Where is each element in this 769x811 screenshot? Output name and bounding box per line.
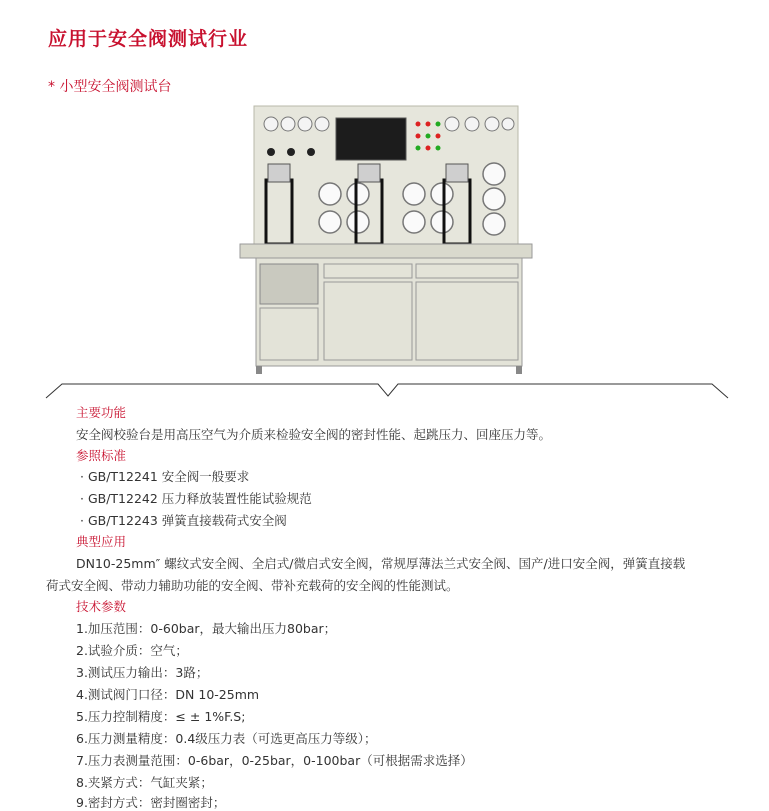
applications-heading: 典型应用 (76, 534, 127, 549)
parameter-item: 4.测试阀门口径：DN 10-25mm (76, 687, 260, 702)
function-text: 安全阀校验台是用高压空气为介质来检验安全阀的密封性能、起跳压力、回座压力等。 (76, 427, 552, 442)
parameter-item: 3.测试压力输出：3路； (76, 665, 209, 680)
product-title: * 小型安全阀测试台 (48, 79, 172, 95)
standard-item: · GB/T12242 压力释放装置性能试验规范 (80, 491, 312, 506)
parameter-item: 2.试验介质：空气； (76, 643, 188, 658)
test-bench-image (236, 104, 536, 376)
applications-text-line1: DN10-25mm″ 螺纹式安全阀、全启式/微启式安全阀，常规厚薄法兰式安全阀、国产/进口安全阀，弹簧直接载 (76, 556, 686, 571)
parameter-item: 7.压力表测量范围：0-6bar，0-25bar，0-100bar（可根据需求选择） (76, 753, 473, 768)
parameter-item: 5.压力控制精度：≤ ± 1%F.S; (76, 709, 246, 724)
parameter-item: 6.压力测量精度：0.4级压力表（可选更高压力等级）； (76, 731, 377, 746)
parameter-item: 8.夹紧方式：气缸夹紧； (76, 775, 213, 790)
standard-item: · GB/T12243 弹簧直接载荷式安全阀 (80, 513, 287, 528)
page-title: 应用于安全阀测试行业 (48, 28, 249, 50)
standard-item: · GB/T12241 安全阀一般要求 (80, 469, 250, 484)
standards-heading: 参照标准 (76, 448, 127, 463)
function-heading: 主要功能 (76, 405, 127, 420)
parameter-item: 1.加压范围：0-60bar，最大输出压力80bar； (76, 621, 337, 636)
applications-text-line2: 荷式安全阀、带动力辅助功能的安全阀、带补充载荷的安全阀的性能测试。 (46, 578, 459, 593)
parameters-heading: 技术参数 (76, 599, 127, 614)
parameter-item: 9.密封方式：密封圈密封； (76, 795, 226, 810)
section-divider (44, 380, 730, 402)
